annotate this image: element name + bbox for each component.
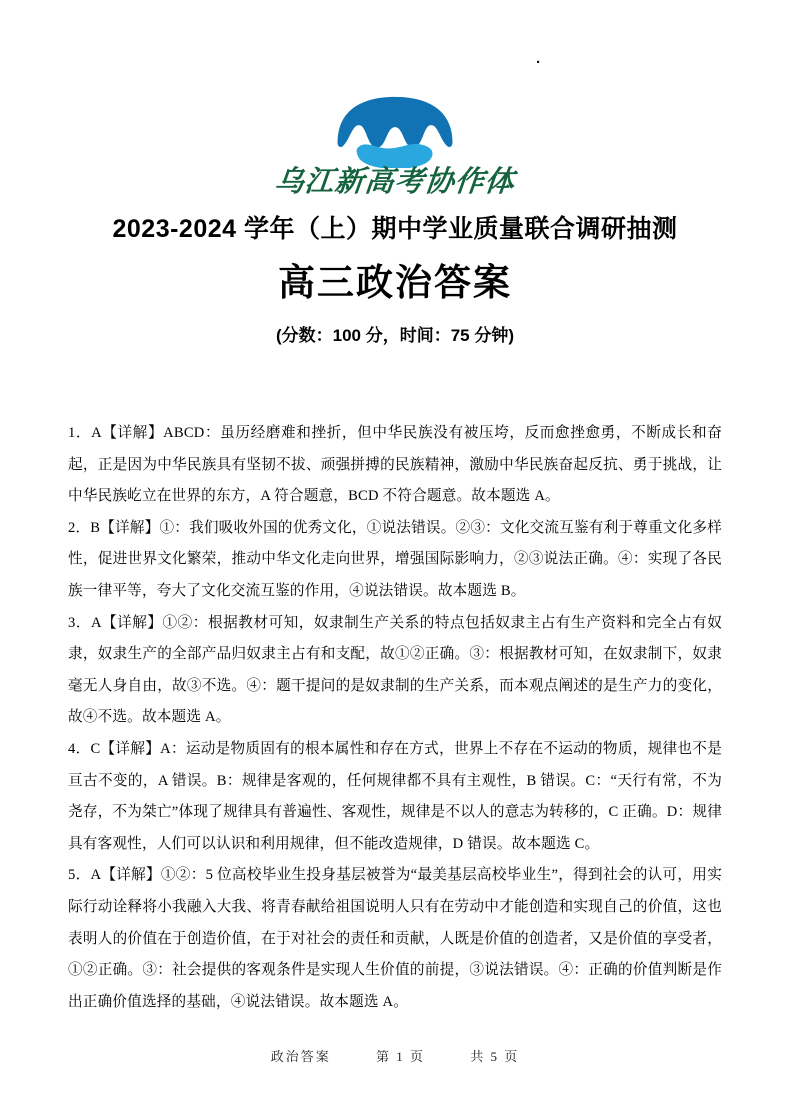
answer-paragraph-3: 3．A【详解】①②：根据教材可知，奴隶制生产关系的特点包括奴隶主占有生产资料和完全占有奴隶，奴隶生产的全部产品归奴隶主占有和支配，故①②正确。③：根据教材可知，在奴隶制下，奴隶毫无人身自由，故③不选。④：题干提问的是奴隶制的生产关系，而本观点阐述的是生产力的变化，故④不选。故本题选 A。 [68, 614, 722, 726]
answer-paragraph-5: 5．A【详解】①②：5 位高校毕业生投身基层被誉为“最美基层高校毕业生”，得到社会的认可，用实际行动诠释将小我融入大我、将青春献给祖国说明人只有在劳动中才能创造和实现自己的价值，这也表明人的价值在于创造价值，在于对社会的责任和贡献，人既是价值的创造者，又是价值的享受者，①②正确。③：社会提供的客观条件是实现人生价值的前提，③说法错误。④：正确的价值判断是作出正确价值选择的基础，④说法错误。故本题选 A。 [68, 867, 722, 1010]
footer-page-number: 第 1 页 [375, 1049, 425, 1064]
answer-paragraph-4: 4．C【详解】A：运动是物质固有的根本属性和存在方式，世界上不存在不运动的物质，规律也不是亘古不变的，A 错误。B：规律是客观的，任何规律都不具有主观性，B 错误。C：“天行有常，不为尧存，不为桀亡”体现了规律具有普遍性、客观性，规律是不以人的意志为转移的，C 正确。D：规律具有客观性，人们可以认识和利用规律，但不能改造规律，D 错误。故本题选 C。 [68, 740, 722, 852]
answer-paragraph-2: 2．B【详解】①：我们吸收外国的优秀文化，①说法错误。②③：文化交流互鉴有利于尊重文化多样性，促进世界文化繁荣，推动中华文化走向世界，增强国际影响力，②③说法正确。④：实现了各民族一律平等，夸大了文化交流互鉴的作用，④说法错误。故本题选 B。 [68, 519, 722, 599]
logo-dome-shape [338, 97, 453, 148]
answer-paragraph-1: 1．A【详解】ABCD：虽历经磨难和挫折，但中华民族没有被压垮，反而愈挫愈勇，不断成长和奋起，正是因为中华民族具有坚韧不拔、顽强拼搏的民族精神，激励中华民族奋起反抗、勇于挑战，让中华民族屹立在世界的东方，A 符合题意，BCD 不符合题意。故本题选 A。 [68, 425, 722, 505]
wave-w-logo-icon [330, 92, 460, 168]
stray-dot: . [536, 50, 541, 67]
footer-total-pages: 共 5 页 [470, 1049, 520, 1064]
subject-title: 高三政治答案 [278, 262, 512, 303]
footer-doc-label: 政治答案 [270, 1049, 331, 1064]
logo-wordmark-row [0, 159, 790, 200]
score-time-line: (分数：100 分，时间：75 分钟) [275, 326, 515, 345]
answers-section [68, 418, 722, 1018]
page-footer [0, 1046, 790, 1065]
logo-wordmark: 乌江新高考协作体 [273, 166, 517, 198]
document-header [0, 0, 790, 346]
exam-title: 2023-2024 学年（上）期中学业质量联合调研抽测 [112, 215, 678, 243]
